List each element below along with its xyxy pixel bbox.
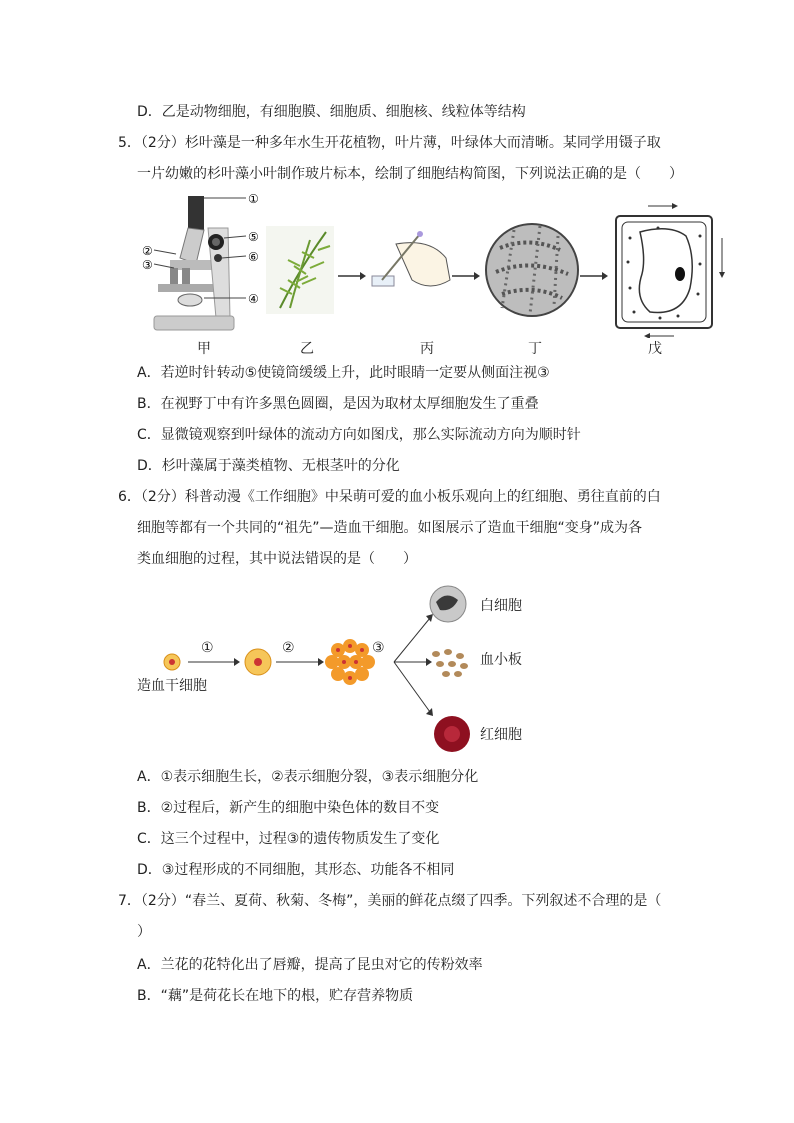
scope-mark-3: ③ <box>142 258 153 272</box>
scope-mark-2: ② <box>142 244 153 258</box>
q6-option-a: A．①表示细胞生长，②表示细胞分裂，③表示细胞分化 <box>137 769 479 785</box>
platelet-label: 血小板 <box>480 652 522 668</box>
platelets-image <box>432 649 468 677</box>
stem-cell-label: 造血干细胞 <box>137 678 207 694</box>
microscope-image <box>154 196 246 330</box>
q5-option-c: C．显微镜观察到叶绿体的流动方向如图戊，那么实际流动方向为顺时针 <box>137 427 581 443</box>
q5-option-a: A．若逆时针转动⑤使镜筒缓缓上升，此时眼睛一定要从侧面注视③ <box>137 365 550 381</box>
q5-option-b: B．在视野丁中有许多黑色圆圈，是因为取材太厚细胞发生了重叠 <box>137 396 539 412</box>
step-1-label: ① <box>201 640 214 656</box>
label-wu: 戊 <box>648 341 662 357</box>
label-ding: 丁 <box>528 341 542 357</box>
q7-option-a: A．兰花的花特化出了唇瓣，提高了昆虫对它的传粉效率 <box>137 957 483 973</box>
scope-mark-5: ⑤ <box>248 230 259 244</box>
q5-figure <box>130 188 730 338</box>
q5-stem-line1: 5．（2分）杉叶藻是一种多年水生开花植物，叶片薄，叶绿体大而清晰。某同学用镊子取 <box>118 135 661 151</box>
stem-cell-grown-image <box>245 649 271 675</box>
scope-mark-1: ① <box>248 192 259 206</box>
q5-stem-line2: 一片幼嫩的杉叶藻小叶制作玻片标本，绘制了细胞结构简图，下列说法正确的是（ ） <box>137 166 683 182</box>
label-jia: 甲 <box>197 341 211 357</box>
step-3-label: ③ <box>372 640 385 656</box>
red-blood-cell-label: 红细胞 <box>480 727 522 743</box>
white-blood-cell-image <box>430 586 466 622</box>
q6-stem-line3: 类血细胞的过程，其中说法错误的是（ ） <box>137 551 417 567</box>
q6-option-d: D．③过程形成的不同细胞，其形态、功能各不相同 <box>137 862 455 878</box>
scope-mark-6: ⑥ <box>248 250 259 264</box>
stem-cell-small-image <box>164 654 180 670</box>
microscope-field-image <box>486 224 578 316</box>
label-bing: 丙 <box>420 341 434 357</box>
q7-option-b: B．“藕”是荷花长在地下的根，贮存营养物质 <box>137 988 414 1004</box>
slide-preparation-image <box>372 231 450 286</box>
label-yi: 乙 <box>300 341 314 357</box>
white-blood-cell-label: 白细胞 <box>480 598 522 614</box>
dividing-cells-cluster-image <box>325 639 375 685</box>
red-blood-cell-image <box>434 716 470 752</box>
q7-stem-line1: 7．（2分）“春兰、夏荷、秋菊、冬梅”，美丽的鲜花点缀了四季。下列叙述不合理的是（ <box>118 893 662 909</box>
q6-option-b: B．②过程后，新产生的细胞中染色体的数目不变 <box>137 800 440 816</box>
q6-stem-line2: 细胞等都有一个共同的“祖先”—造血干细胞。如图展示了造血干细胞“变身”成为各 <box>137 520 643 536</box>
plant-cell-diagram <box>616 203 725 338</box>
q5-option-d: D．杉叶藻属于藻类植物、无根茎叶的分化 <box>137 458 400 474</box>
q6-option-c: C．这三个过程中，过程③的遗传物质发生了变化 <box>137 831 440 847</box>
q6-stem-line1: 6．（2分）科普动漫《工作细胞》中呆萌可爱的血小板乐观向上的红细胞、勇往直前的白 <box>118 489 661 505</box>
step-2-label: ② <box>282 640 295 656</box>
q7-stem-line2: ） <box>137 924 151 940</box>
scope-mark-4: ④ <box>248 292 259 306</box>
q4-option-d: D．乙是动物细胞，有细胞膜、细胞质、细胞核、线粒体等结构 <box>137 104 526 120</box>
hippuris-plant-image <box>266 226 334 314</box>
